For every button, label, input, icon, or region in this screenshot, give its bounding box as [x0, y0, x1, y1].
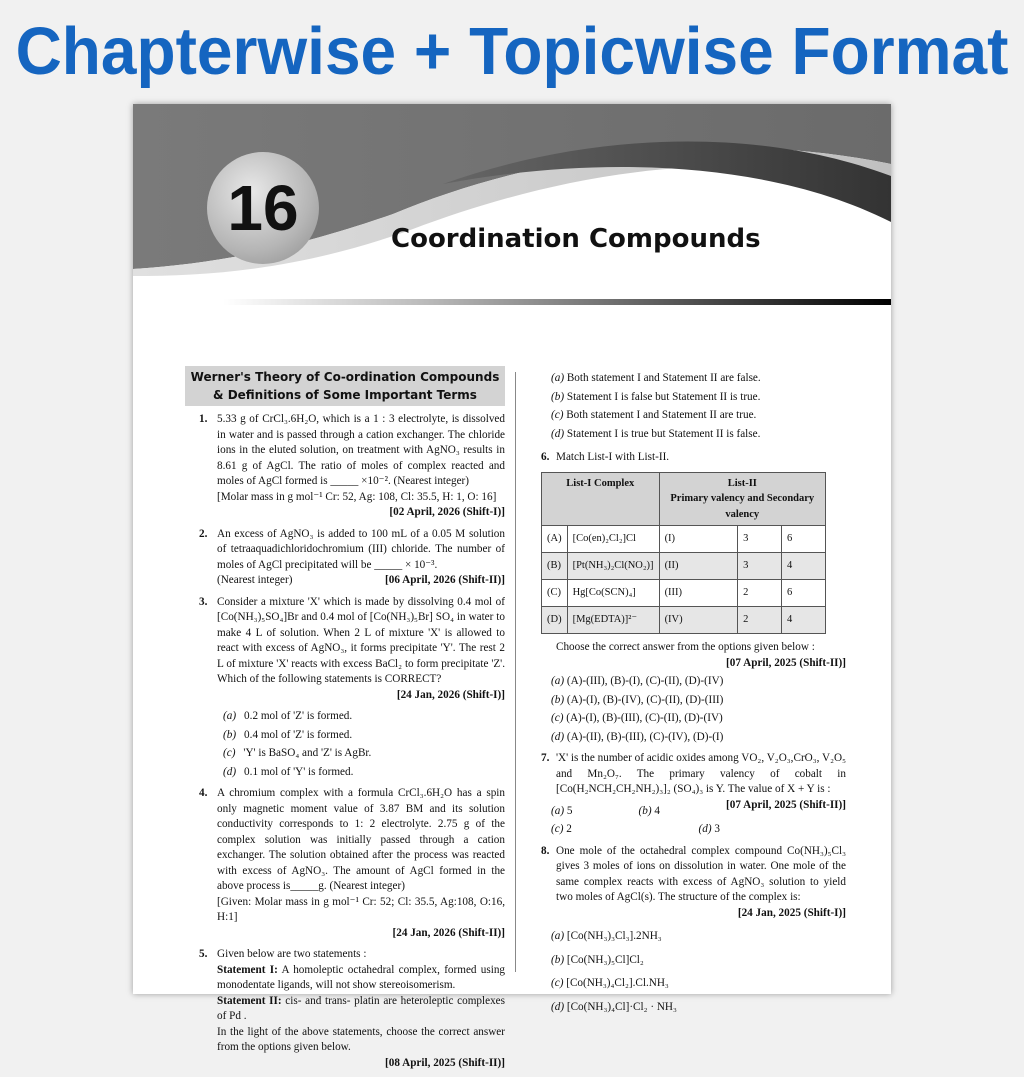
question-number: 2. [199, 527, 208, 540]
question-tail: In the light of the above statements, choose the correct answer from the options given below. [217, 1025, 505, 1053]
section-heading: Werner's Theory of Co-ordination Compounds & Definitions of Some Important Terms [185, 366, 505, 406]
left-column [185, 366, 505, 1077]
question-source: [08 April, 2025 (Shift-II)] [385, 1056, 505, 1069]
question-source: [02 April, 2026 (Shift-I)] [389, 506, 505, 518]
question-text: One mole of the octahedral complex compound Co(NH₃)₅Cl₃ gives 3 moles of ions on dissolution in water. One mole of the same complex reacts with excess of AgNO₃ solution to yield two moles of AgCl(s). The structure of the complex is: [556, 844, 846, 903]
question-number: 8. [541, 844, 550, 857]
option-item: (d) Statement I is true but Statement II is false. [551, 427, 761, 440]
question-source: [24 Jan, 2026 (Shift-I)] [396, 688, 505, 701]
question-text: An excess of AgNO₃ is added to 100 mL of a 0.05 M solution of tetraaquadichloridochromium (III) chloride. The number of moles of AgCl precipitated will be _____ × 10⁻³. [217, 527, 505, 571]
question-given: [Molar mass in g mol⁻¹ Cr: 52, Ag: 108, Cl: 35.5, H: 1, O: 16] [217, 490, 497, 503]
question-3 [185, 595, 505, 704]
question-intro: Given below are two statements : [217, 948, 367, 960]
question-text: 'X' is the number of acidic oxides among VO₂, V₂O₃,CrO₃, V₂O₅ and Mn₂O₇. The primary valency of cobalt in [Co(H₂NCH₂CH₂NH₂)₃]₂ (SO₄)₃ is Y. The value of X + Y is : [556, 752, 846, 795]
table-row: (A) [Co(en)₂Cl₂]Cl (I) 3 6 [542, 526, 826, 553]
question-text: A chromium complex with a formula CrCl₃.6H₂O has a spin only magnetic moment value of 3.87 BM and its solution conductivity corresponds to 1: 2 electrolyte. 2.75 g of the complex solution was initially passed through a cation exchanger. The solution obtained after the process was reacted with excess of AgNO₃. The amount of AgCl formed in the above process is_____g. (Nearest integer) [217, 787, 505, 892]
question-number: 5. [199, 948, 208, 960]
header-rule [223, 299, 891, 305]
question-number: 7. [541, 752, 550, 764]
option-item: (a) (A)-(III), (B)-(I), (C)-(II), (D)-(IV) [551, 675, 724, 687]
chapter-header [133, 104, 891, 314]
option-item: (d) (A)-(II), (B)-(III), (C)-(IV), (D)-(I) [551, 730, 724, 743]
chapter-title: Coordination Compounds [391, 224, 761, 254]
question-number: 4. [199, 787, 208, 799]
question-source: [24 Jan, 2026 (Shift-II)] [392, 926, 505, 939]
option-item: (c) [Co(NH₃)₄Cl₂].Cl.NH₃ [551, 977, 669, 989]
option-row: (a) 5 (b) 4 [551, 804, 660, 817]
question-number: 6. [541, 451, 550, 463]
column-divider [515, 372, 516, 972]
option-item: (b) [Co(NH₃)₅Cl]Cl₂ [551, 953, 644, 966]
option-item: (c) Both statement I and Statement II are true. [551, 409, 757, 421]
table-header-list1: List-I Complex [542, 472, 660, 526]
table-row: (B) [Pt(NH₃)₂Cl(NO₂)] (II) 3 4 [542, 553, 826, 580]
question-given: [Given: Molar mass in g mol⁻¹ Cr: 52; Cl: 35.5, Ag:108, O:16, H:1] [217, 895, 505, 923]
chapter-number-badge: 16 [207, 152, 319, 264]
option-item: (b) Statement I is false but Statement II is true. [551, 390, 761, 403]
question-text: Match List-I with List-II. [556, 451, 670, 463]
option-item: (c) 'Y' is BaSO₄ and 'Z' is AgBr. [223, 747, 372, 759]
option-row: (c) 2 (d) 3 [551, 823, 720, 835]
question-source: [07 April, 2025 (Shift-II)] [726, 656, 846, 669]
question-number: 1. [199, 413, 208, 425]
option-item: (a) [Co(NH₃)₃Cl₃].2NH₃ [551, 930, 662, 942]
table-header-list2: List-II Primary valency and Secondary valency [659, 472, 825, 526]
question-2 [185, 527, 505, 589]
right-column [541, 368, 846, 1023]
match-table [541, 472, 826, 635]
question-given: (Nearest integer) [217, 574, 293, 586]
question-source: [07 April, 2025 (Shift-II)] [726, 798, 846, 811]
table-row: (D) [Mg(EDTA)]²⁻ (IV) 2 4 [542, 607, 826, 634]
question-text: Consider a mixture 'X' which is made by dissolving 0.4 mol of [Co(NH₃)₅SO₄]Br and 0.4 mol of [Co(NH₃)₅Br] SO₄ in water to make 4 L of solution. When 2 L of mixture 'X' is allowed to react with excess of AgNO₃, it forms precipitate 'Y'. The rest 2 L of mixture 'X' reacts with excess BaCl₂ to form precipitate 'Z'. Which of the following statements is CORRECT? [217, 595, 505, 685]
question-source: [06 April, 2026 (Shift-II)] [385, 574, 505, 586]
statement-2: Statement II: cis- and trans- platin are heteroleptic complexes of Pd . [217, 994, 506, 1022]
choose-text: Choose the correct answer from the options given below : [556, 641, 815, 653]
option-item: (a) Both statement I and Statement II are false. [551, 372, 761, 384]
book-page [133, 104, 891, 1069]
option-item: (b) (A)-(I), (B)-(IV), (C)-(II), (D)-(III) [551, 693, 724, 706]
question-6 [541, 450, 846, 466]
banner-title: Chapterwise + Topicwise Format [15, 13, 1009, 89]
question-text: 5.33 g of CrCl₃.6H₂O, which is a 1 : 3 electrolyte, is dissolved in water and is passed through a cation exchanger. The chloride ions in the eluted solution, on treatment with AgNO₃ results in 8.61 g of AgCl. The ratio of moles of complex reacted and moles of AgCl formed is _____ ×10⁻². (Nearest integer) [217, 413, 505, 487]
statement-1: Statement I: A homoleptic octahedral complex, formed using monodentate ligands, will not show stereoisomerism. [217, 963, 506, 991]
option-item: (d) 0.1 mol of 'Y' is formed. [223, 765, 354, 778]
option-item: (b) 0.4 mol of 'Z' is formed. [223, 728, 353, 741]
table-row: (C) Hg[Co(SCN)₄] (III) 2 6 [542, 580, 826, 607]
question-number: 3. [199, 595, 208, 608]
question-5 [185, 947, 505, 1071]
question-source: [24 Jan, 2025 (Shift-I)] [737, 906, 846, 919]
question-4 [185, 786, 505, 941]
question-1 [185, 412, 505, 521]
option-item: (d) [Co(NH₃)₄Cl]·Cl₂ · NH₃ [551, 1000, 677, 1013]
question-8 [541, 844, 846, 922]
option-item: (c) (A)-(I), (B)-(III), (C)-(II), (D)-(IV) [551, 712, 723, 724]
option-item: (a) 0.2 mol of 'Z' is formed. [223, 710, 353, 722]
